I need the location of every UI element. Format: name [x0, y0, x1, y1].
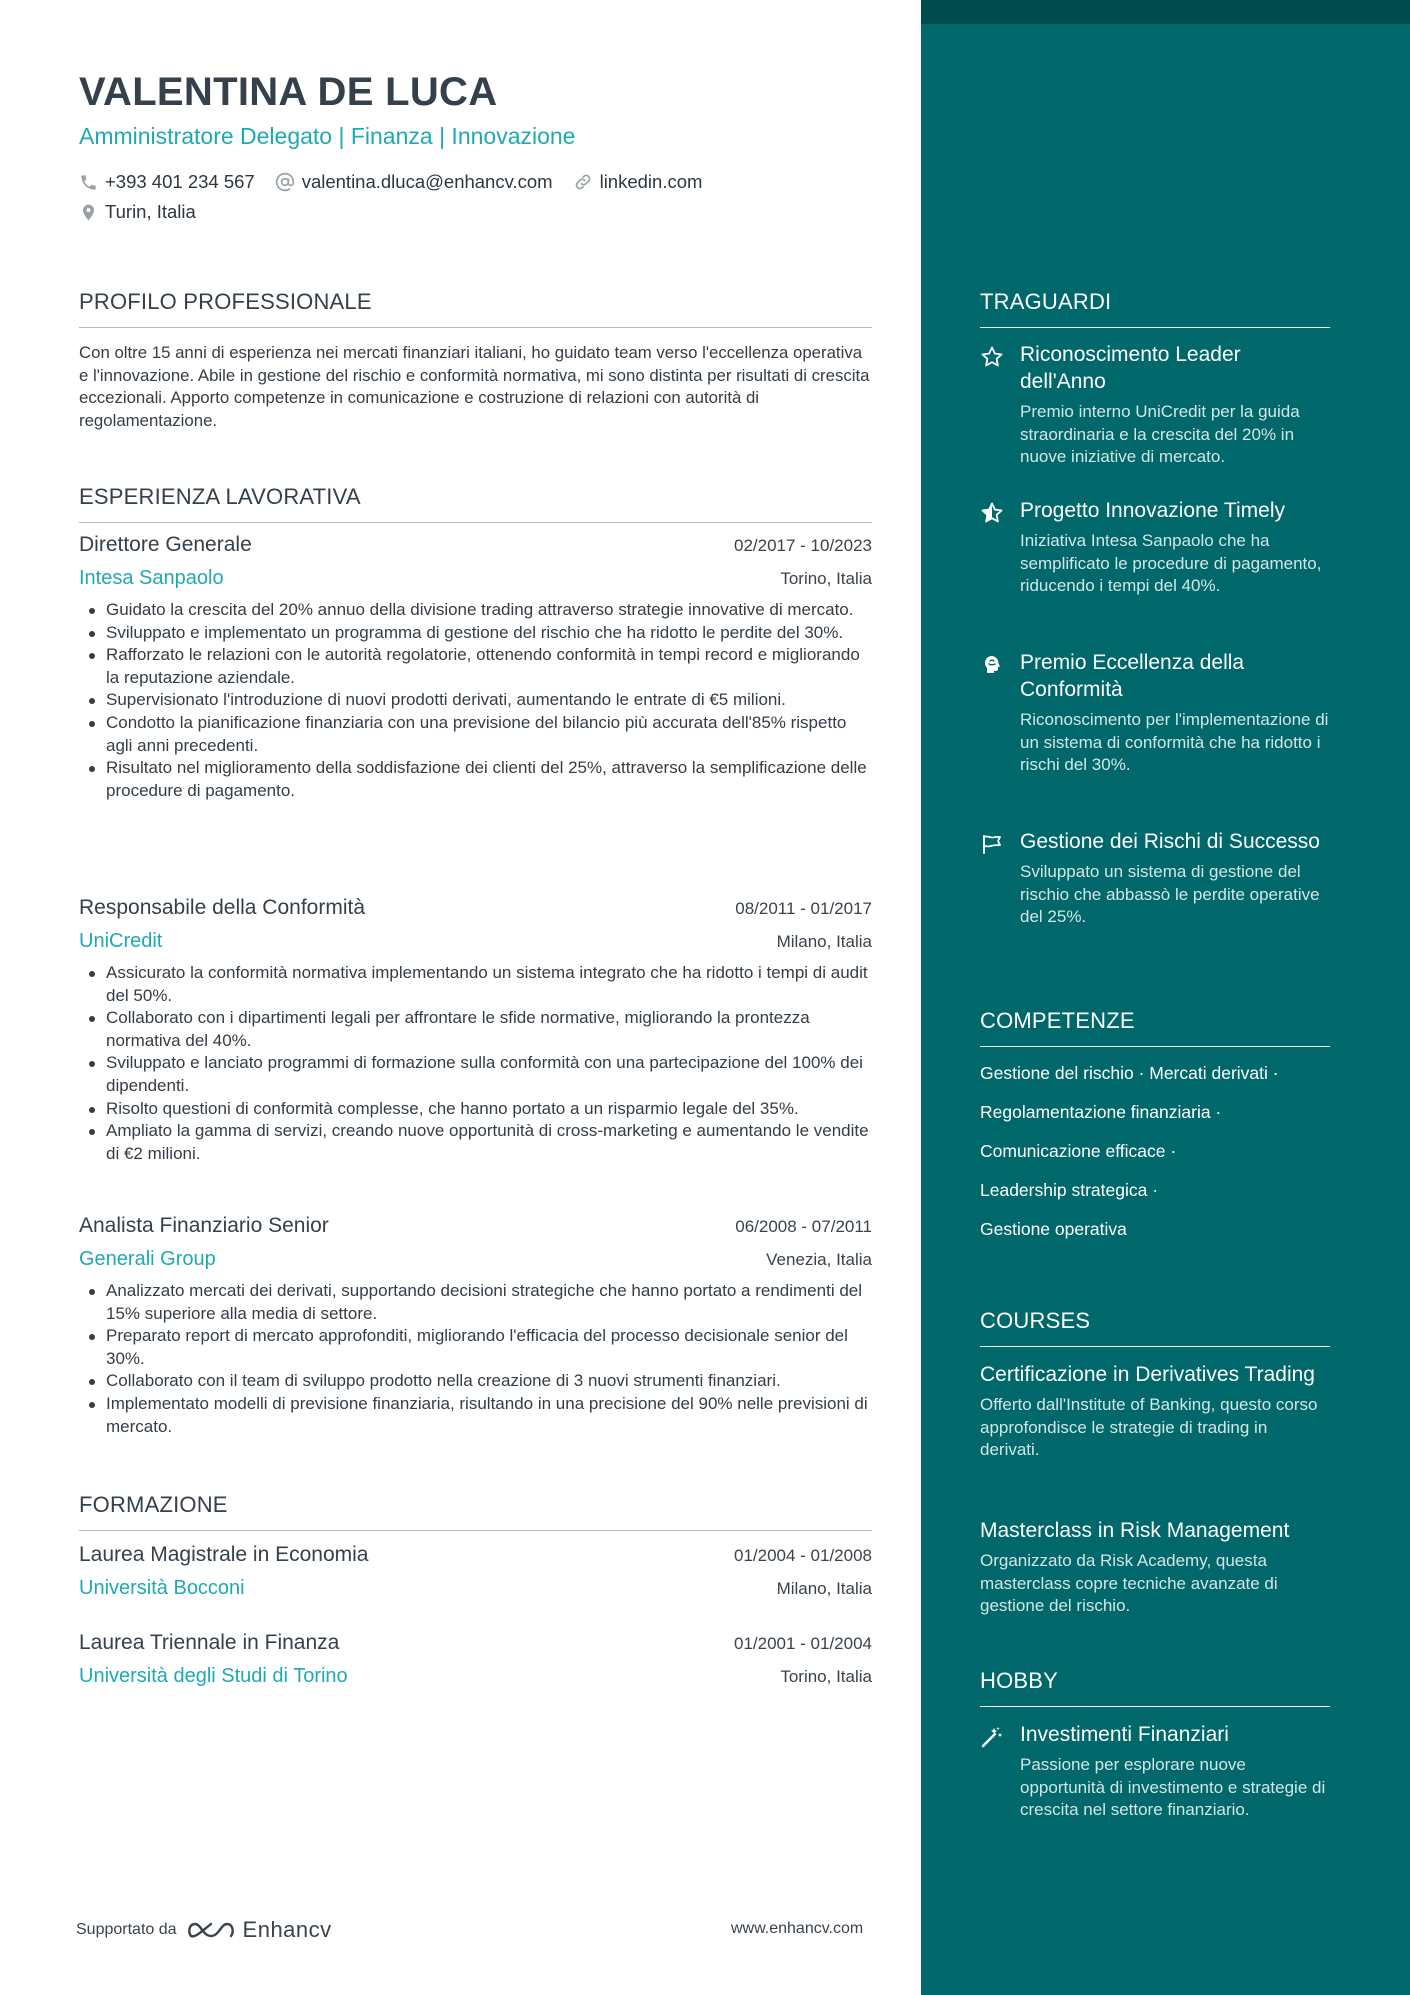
achievement-item [980, 497, 1330, 598]
footer-url[interactable]: www.enhancv.com [731, 1920, 864, 1937]
job-bullet: Collaborato con il team di sviluppo prodotto nella creazione di 3 nuovi strumenti finanziari. [79, 1370, 872, 1393]
achievement-desc: Sviluppato un sistema di gestione del rischio che abbassò le perdite operative del 25%. [1020, 862, 1320, 927]
skill-line: Gestione operativa [980, 1219, 1127, 1239]
candidate-subtitle: Amministratore Delegato | Finanza | Innovazione [79, 123, 576, 149]
job-bullet: Rafforzato le relazioni con le autorità regolatorie, ottenendo conformità in tempi record e migliorando la reputazione aziendale. [79, 644, 872, 689]
skill-line: Leadership strategica · [980, 1180, 1159, 1200]
magic-wand-icon [980, 1725, 1004, 1749]
sidebar-top-band [921, 0, 1410, 24]
achievement-item [980, 649, 1330, 777]
job-entry [79, 533, 872, 802]
achievement-item [980, 828, 1330, 929]
skills-section-title: COMPETENZE [980, 1008, 1330, 1047]
job-location: Torino, Italia [780, 569, 872, 588]
achievement-desc: Riconoscimento per l'implementazione di un sistema di conformità che ha ridotto i rischi del 30%. [1020, 710, 1329, 775]
link-icon [573, 172, 593, 192]
job-bullet: Sviluppato e implementato un programma di gestione del rischio che ha ridotto le perdite del 30%. [79, 622, 872, 645]
course-desc: Offerto dall'Institute of Banking, questo corso approfondisce le strategie di trading in derivati. [980, 1395, 1318, 1460]
course-title: Masterclass in Risk Management [980, 1519, 1290, 1542]
education-degree: Laurea Magistrale in Economia [79, 1543, 369, 1566]
education-school: Università degli Studi di Torino [79, 1665, 348, 1687]
course-item [980, 1361, 1330, 1462]
job-bullets [79, 599, 872, 802]
contact-row [79, 171, 722, 193]
course-title: Certificazione in Derivatives Trading [980, 1363, 1315, 1386]
job-title: Analista Finanziario Senior [79, 1214, 329, 1237]
education-entry [79, 1543, 872, 1607]
job-date: 02/2017 - 10/2023 [733, 536, 872, 555]
job-bullet: Collaborato con i dipartimenti legali per affrontare le sfide normative, migliorando la prontezza normativa del 40%. [79, 1007, 872, 1052]
job-bullet: Implementato modelli di previsione finanziaria, risultando in una precisione del 90% nelle previsioni di mercato. [79, 1393, 872, 1438]
education-section-title: FORMAZIONE [79, 1492, 872, 1531]
education-school: Università Bocconi [79, 1577, 245, 1599]
achievement-title: Progetto Innovazione Timely [1020, 499, 1285, 522]
education-location: Torino, Italia [780, 1667, 872, 1686]
website-text: linkedin.com [599, 171, 703, 192]
profile-section-title: PROFILO PROFESSIONALE [79, 289, 872, 328]
courses-section-title: COURSES [980, 1308, 1330, 1347]
job-entry [79, 1214, 872, 1438]
candidate-name: VALENTINA DE LUCA [79, 70, 498, 114]
job-date: 06/2008 - 07/2011 [735, 1217, 872, 1236]
achievement-title: Gestione dei Rischi di Successo [1020, 830, 1320, 853]
job-bullet: Sviluppato e lanciato programmi di formazione sulla conformità con una partecipazione del 100% dei dipendenti. [79, 1052, 872, 1097]
job-company: Generali Group [79, 1248, 216, 1270]
enhancv-brand: Enhancv [242, 1917, 332, 1942]
job-location: Venezia, Italia [766, 1250, 872, 1269]
job-company: Intesa Sanpaolo [79, 567, 224, 589]
job-bullet: Guidato la crescita del 20% annuo della divisione trading attraverso strategie innovative di mercato. [79, 599, 872, 622]
powered-by-text: Supportato da [76, 1921, 177, 1938]
job-title: Direttore Generale [79, 533, 252, 556]
half-star-icon [980, 501, 1004, 525]
achievement-title: Premio Eccellenza della Conformità [1020, 651, 1245, 701]
skill-line: Regolamentazione finanziaria · [980, 1102, 1222, 1122]
education-location: Milano, Italia [776, 1579, 872, 1598]
job-entry [79, 896, 872, 1165]
hobby-section-title: HOBBY [980, 1668, 1330, 1707]
location-pin-icon [79, 203, 98, 222]
email-text: valentina.dluca@enhancv.com [301, 171, 553, 192]
education-degree: Laurea Triennale in Finanza [79, 1631, 340, 1654]
achievements-section-title: TRAGUARDI [980, 289, 1330, 328]
course-desc: Organizzato da Risk Academy, questa masterclass copre tecniche avanzate di gestione del rischio. [980, 1551, 1278, 1616]
job-company: UniCredit [79, 930, 163, 952]
achievement-desc: Premio interno UniCredit per la guida straordinaria e la crescita del 20% in nuove iniziative di mercato. [1020, 402, 1300, 467]
job-bullet: Ampliato la gamma di servizi, creando nuove opportunità di cross-marketing e aumentando le vendite di €2 milioni. [79, 1120, 872, 1165]
footer-powered-by [76, 1917, 332, 1943]
achievement-desc: Iniziativa Intesa Sanpaolo che ha semplificato le procedure di pagamento, riducendo i tempi del 40%. [1020, 531, 1322, 596]
education-date: 01/2004 - 01/2008 [733, 1546, 872, 1565]
achievement-item [980, 341, 1330, 469]
course-item [980, 1517, 1330, 1618]
job-bullet: Preparato report di mercato approfonditi, migliorando l'efficacia del processo decisionale senior del 30%. [79, 1325, 872, 1370]
contact-email[interactable] [275, 171, 553, 193]
contact-phone [79, 171, 255, 193]
achievement-title: Riconoscimento Leader dell'Anno [1020, 343, 1241, 393]
education-date: 01/2001 - 01/2004 [733, 1634, 872, 1653]
flag-icon [980, 832, 1004, 856]
job-bullets [79, 962, 872, 1165]
star-icon [980, 345, 1004, 369]
hobby-desc: Passione per esplorare nuove opportunità di investimento e strategie di crescita nel settore finanziario. [1020, 1755, 1326, 1820]
education-entry [79, 1631, 872, 1695]
contact-website[interactable] [573, 171, 703, 193]
hobby-title: Investimenti Finanziari [1020, 1723, 1229, 1746]
job-bullet: Risolto questioni di conformità complesse, che hanno portato a un risparmio legale del 35%. [79, 1098, 872, 1121]
at-sign-icon [275, 172, 295, 192]
job-location: Milano, Italia [776, 932, 872, 951]
job-bullet: Risultato nel miglioramento della soddisfazione dei clienti del 25%, attraverso la semplificazione delle procedure di pagamento. [79, 757, 872, 802]
job-bullet: Assicurato la conformità normativa implementando un sistema integrato che ha ridotto i tempi di audit del 50%. [79, 962, 872, 1007]
profile-summary: Con oltre 15 anni di esperienza nei mercati finanziari italiani, ho guidato team verso l'eccellenza operativa e l'innovazione. Abile in gestione del rischio e conformità normativa, mi sono distinta per risultati di crescita eccezionali. Apporto competenze in comunicazione e costruzione di relazioni con autorità di regolamentazione. [79, 343, 870, 430]
skill-line: Comunicazione efficace · [980, 1141, 1177, 1161]
job-bullets [79, 1280, 872, 1438]
phone-text: +393 401 234 567 [105, 171, 255, 192]
contact-row-2 [79, 201, 216, 223]
skill-line: Gestione del rischio · Mercati derivati · [980, 1063, 1279, 1083]
job-title: Responsabile della Conformità [79, 896, 365, 919]
phone-icon [79, 173, 98, 192]
location-text: Turin, Italia [105, 201, 196, 222]
contact-location [79, 201, 196, 223]
job-date: 08/2011 - 01/2017 [735, 899, 872, 918]
job-bullet: Condotto la pianificazione finanziaria con una previsione del bilancio più accurata dell'85% rispetto agli anni precedenti. [79, 712, 872, 757]
hobby-item [980, 1721, 1330, 1822]
experience-section-title: ESPERIENZA LAVORATIVA [79, 484, 872, 523]
job-bullet: Supervisionato l'introduzione di nuovi prodotti derivati, aumentando le entrate di €5 milioni. [79, 689, 872, 712]
job-bullet: Analizzato mercati dei derivati, supportando decisioni strategiche che hanno portato a rendimenti del 15% superiore alla media di settore. [79, 1280, 872, 1325]
brain-icon [980, 653, 1004, 677]
enhancv-logo-icon [187, 1918, 235, 1942]
